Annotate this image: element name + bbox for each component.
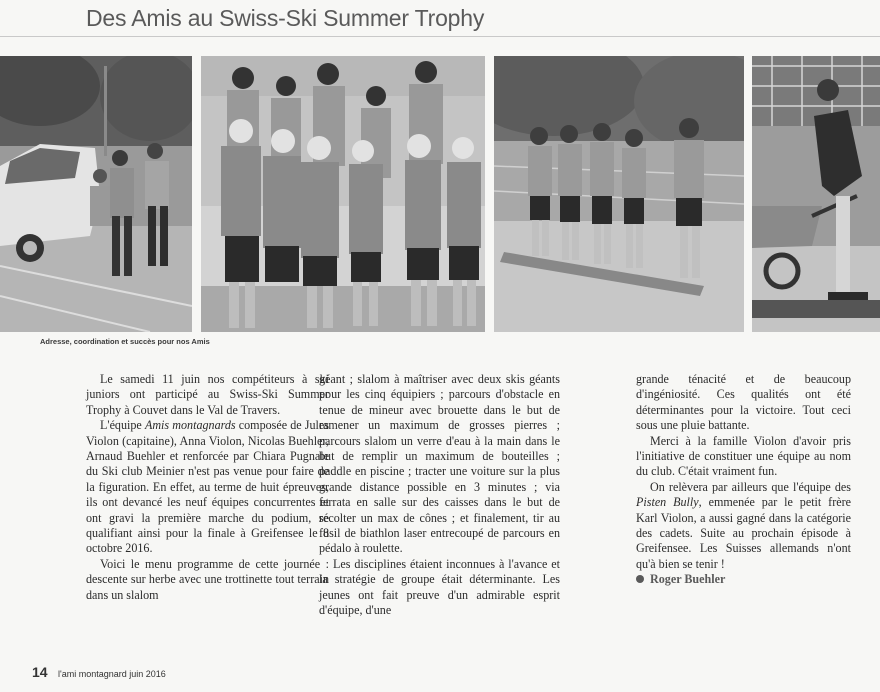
paragraph: géant ; slalom à maîtriser avec deux skis géants pour les cinq équipiers ; parcours d'obstacle en tenue de mineur avec brouette dans le but de ramener un maximum de grosses pierres ; parcours slalom un verre d'eau à la main dans le but de remplir un maximum de bouteilles ; paddle en piscine ; tracter une voiture sur la plus grande distance possible en 3 minutes ; via ferrata en salle sur des caisses dans le but de récolter un max de cônes ; et finalement, tir au fusil de biathlon laser entrecoupé de parcours en pédalo à roulette.	[319, 372, 560, 556]
article-column-2	[319, 372, 560, 619]
page-footer	[32, 664, 166, 682]
author-signature: Roger Buehler	[636, 572, 851, 587]
paragraph: Merci à la famille Violon d'avoir pris l'initiative de constituer une équipe au nom du club. C'était vraiment fun.	[636, 433, 851, 479]
photo-caption: Adresse, coordination et succès pour nos Amis	[40, 337, 210, 346]
photo-stilt-race	[0, 56, 192, 332]
header-rule	[0, 36, 880, 37]
team-name: Pisten Bully	[636, 495, 699, 510]
paragraph: L'équipe Amis montagnards composée de Jules Violon (capitaine), Anna Violon, Nicolas Buehler, Arnaud Buehler et renforcée par Chiara Pugnale du Ski club Meinier n'est pas venue pour faire de la figuration. En effet, au terme de huit épreuves, ils ont devancé les neuf équipes concurrentes et ont gravi la première marche du podium, se qualifiant ainsi pour la finale à Greifensee le 8 octobre 2016.	[86, 418, 329, 556]
article-column-1	[86, 372, 329, 603]
paragraph: Voici le menu programme de cette journée : descente sur herbe avec une trottinette tout terrain dans un slalom	[86, 556, 329, 602]
photo-wheelbarrow	[752, 56, 880, 332]
magazine-name: l'ami montagnard juin 2016	[58, 669, 166, 679]
paragraph: Les disciplines étaient inconnues à l'avance et la stratégie de groupe était déterminante. Les jeunes ont fait preuve d'un admirable esprit d'équipe, d'une	[319, 556, 560, 618]
paragraph: On relèvera par ailleurs que l'équipe des Pisten Bully, emmenée par le petit frère Karl Violon, a aussi gagné dans la catégorie des cadets. Suite au prochain épisode à Greifensee. Les Suisses allemands n'ont qu'à bien se tenir !	[636, 479, 851, 571]
paragraph: Le samedi 11 juin nos compétiteurs à ski juniors ont participé au Swiss-Ski Summer Trophy à Couvet dans le Val de Travers.	[86, 372, 329, 417]
page-title: Des Amis au Swiss-Ski Summer Trophy	[86, 5, 485, 31]
paragraph: grande ténacité et de beaucoup d'ingéniosité. Ces qualités ont été déterminantes pour la victoire. Tout ceci sous une pluie battante.	[636, 372, 851, 433]
article-column-3	[636, 372, 851, 588]
photo-team-skis	[494, 56, 744, 332]
team-name: Amis montagnards	[144, 418, 236, 433]
page-number: 14	[32, 664, 48, 680]
photo-team-champagne	[201, 56, 485, 332]
bullet-icon	[636, 575, 644, 583]
